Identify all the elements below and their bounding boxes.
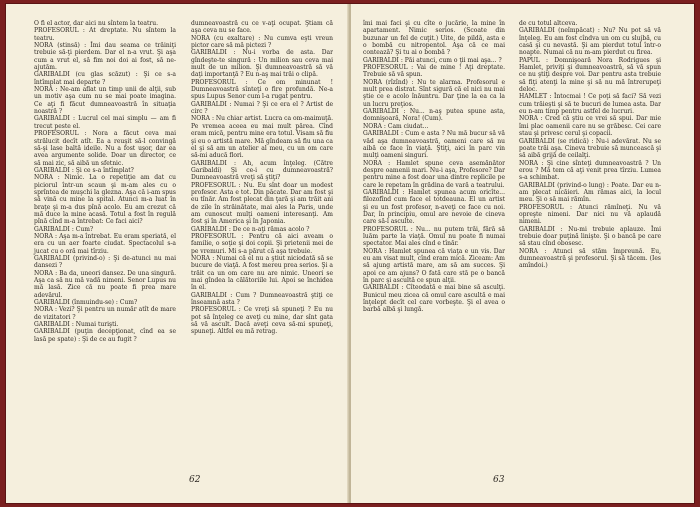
paragraph: GARIBALDI : Cum? [34,225,94,233]
paragraph: GARIBALDI (înmuindu-se) : Cum? [34,299,138,307]
paragraph: PROFESORUL : Nora a făcut ceva mai strălucit decît atît. Ea a reuşit să-l convingă să-şi lase baltă ideile. Nu a fost uşor, dar ea avea argumente solide. Doar un director, ce să mai zic, să aibă un sfetnic. [34,130,176,167]
paragraph: NORA (cu exaltare) : Nu cumva eşti vreun pictor care să mă pictezi ? [191,34,333,50]
paragraph: GARIBALDI : Cum e asta ? Nu mă bucur să vă văd aşa dumneavoastră, oameni care să nu aibă ce face în viaţă. Ştiţi, aici în parc vin mulţi oameni singuri. [363,130,505,160]
paragraph: NORA : Cam ciudat... [363,122,429,130]
paragraph: NORA : Nu chiar artist. Lucra ca om-maimuţă. Pe vremea aceea eu mai mult părea. Cînd eram mică, pentru mine era totul. Visam să fiu şi eu o artistă mare. Mă gîndeam să fiu una ca el şi să am un atelier al meu, cu un om care să-mi aducă flori. [191,115,333,160]
paragraph: NORA (stinsă) : Îmi dau seama ce trăiniţi trebuie să-ţi pierdem. Dar el n-a vrut. Şi aşa cum a vrut el, să fim noi doi ai fost, să ne-ajutăm. [34,42,176,72]
page-number: 63 [493,475,505,485]
paragraph: GARIBALDI : Şi ce s-a întîmplat? [34,166,134,174]
left-page [6,4,349,503]
paragraph: GARIBALDI : Nu-mi trebuie aplauze. Îmi trebuie doar puţină linişte. Şi o bancă pe care să stau cînd obosesc. [519,225,661,248]
paragraph: PROFESORUL : Nu. Eu sînt doar un modest profesor. Asta e tot. Din păcate. Dar am fost şi eu tînăr. Am fost plecat din ţară şi am trăit ani de zile în străinătate, mai ales la Paris, unde am cunoscut mulţi oameni interesanţi. Am fost şi în America şi în Japonia. [191,181,333,226]
paragraph: PROFESORUL : Ce vreţi să spuneţi ? Eu nu pot să înţeleg ce aveţi cu mine, dar sînt gata să vă ascult. Dacă aveţi ceva să-mi spuneţi, spuneţi. Altfel eu mă retrag. [191,306,333,336]
paragraph: GARIBALDI : Cum ? Dumneavoastră ştiţi ce înseamnă asta ? [191,291,333,307]
paragraph: NORA : Atunci să stăm împreună. Eu, dumneavoastră şi profesorul. Şi să tăcem. (Ies amîndoi.) [519,247,661,270]
paragraph: NORA (rîzînd) : Nu te alarma. Profesorul e mult prea distrat. Sînt sigură că el nici nu mai ştie ce e acolo înăuntru. Dar ţine la ea ca la un lucru preţios. [363,78,505,108]
right-page-column-1 [363,20,505,314]
paragraph: NORA : Aşa m-a întrebat. Eu eram speriată, el era cu un aer foarte ciudat. Spectacolul s-a jucat cu o oră mai tîrziu. [34,232,176,255]
paragraph: GARIBALDI : Cîteodată e mai bine să asculţi. Bunicul meu zicea că omul care ascultă e mai înţelept decît cel care vorbeşte. Şi el avea o barbă albă şi lungă. [363,284,505,314]
paragraph: de cu totul altceva. [519,20,578,27]
paragraph: NORA : Cred că ştiu ce vrei să spui. Dar mie îmi plac oamenii care nu se grăbesc. Cei care stau şi privesc cerul şi copacii. [519,115,661,138]
paragraph: PROFESORUL : At dreptate. Nu sîntem la teatru. [34,27,176,42]
paragraph: NORA : Vezi? Şi pentru un număr atît de mare de vizitatori ? [34,306,176,321]
left-page-column-2 [191,20,333,336]
paragraph: PROFESORUL : Ce om minunat ! Dumneavoastră sînteţi o fire profundă. Ne-a spus Lupus Senor cum l-a rugat pentru. [191,78,333,101]
paragraph: GARIBALDI (neîmpăcat) : Nu? Nu pot să vă înţeleg. Eu am fost cîndva un om cu slujbă, cu casă şi cu nevastă. Şi am pierdut totul într-o noapte. Numai că nu m-am pierdut cu firea. [519,27,661,57]
paragraph: GARIBALDI : Hamlet spunea acum oricîte... filozofînd cum face el totdeauna. El un artist şi eu un fost profesor, n-aveţi ce face cu noi. Dar, în principiu, omul are nevoie de cineva care să-l asculte. [363,188,505,226]
paragraph: NORA : Ne-am aflat un timp unii de alţii, sub un motiv aşa cum nu se mai poate imagina. Ce aţi fi făcut dumneavoastră în situaţia noastră ? [34,86,176,116]
paragraph: NORA : Hamlet spune ceva asemănător despre oamenii mari. Nu-i aşa, Profesore? Dar pentru mine a fost doar una dintre replicile pe care le repetam în grădina de vară a teatrului. [363,159,505,189]
paragraph: GARIBALDI : Lucrul cel mai simplu — am fi trecut peste el. [34,115,176,130]
paragraph: GARIBALDI : Păi atunci, cum o ţii mai aşa... ? [363,56,502,64]
paragraph: GARIBALDI : Ah, acum înţeleg. (Către Garibaldi) Şi ce-i cu dumneavoastră? Dumneavoastră vreţi să ştiţi? [191,159,333,182]
paragraph: GARIBALDI : Nu... n-aş putea spune asta, domnişoară, Nora! (Cum). [363,108,505,123]
left-page-column-1 [34,20,176,343]
paragraph: PROFESORUL : Atunci rămîneţi. Nu vă opreşte nimeni. Dar nici nu vă aplaudă nimeni. [519,203,661,226]
paragraph: GARIBALDI (cu glas scăzut) : Şi ce s-a întîmplat mai departe ? [34,71,176,86]
right-page-column-2 [519,20,661,270]
paragraph: PROFESORUL : Vai de mine ! Aţi dreptate. Trebuie să vă spun. [363,64,505,79]
book-spread [6,4,694,503]
paragraph: GARIBALDI : Nu-i vorba de asta. Dar gîndeşte-te singură : Un milion sau ceva mai mult de un milion. Şi dumneavoastră să vă daţi importanţă ? Eu n-aş mai trăi o clipă. [191,49,333,79]
page-number: 62 [189,475,201,485]
paragraph: HAMLET : Întocmai ! Ce poţi să faci? Să vezi cum trăieşti şi să te bucuri de lumea asta. Dar eu n-am timp pentru astfel de lucruri. [519,93,661,116]
paragraph: GARIBALDI : Numai turişti. [34,321,119,329]
paragraph: NORA : Şi cine sînteţi dumneavoastră ? Un erou ? Mă tem că aţi venit prea tîrziu. Lumea s-a schimbat. [519,159,661,182]
paragraph: GARIBALDI (privind-o) : Şi de-atunci nu mai dansezi ? [34,255,176,270]
paragraph: PROFESORUL : Nu... nu putem trăi, fără să luăm parte la viaţă. Omul nu poate fi numai spectator. Mai ales cînd e tînăr. [363,225,505,248]
paragraph: GARIBALDI : De ce n-aţi rămas acolo ? [191,225,310,233]
paragraph: PAPUL : Domnişoară Nora Rodrigues şi Hamlet, priviţi şi dumneavoastră, să vă spun ce nu ştiţi despre voi. Dar pentru asta trebuie să fiţi atenţi la mine şi să nu mă întrerupeţi deloc. [519,56,661,94]
paragraph: PROFESORUL : Pentru că aici aveam o familie, o soţie şi doi copii. Şi prietenii mei de pe vremuri. Mi s-a părut că aşa trebuie. [191,232,333,255]
paragraph: îmi mai faci şi cu cîte o jucărie, la mine în apartament. Nimic serios. (Scoate din buzunar un fel de cuţit.) Uite, de pildă, asta e o bombă cu nitropentol. Aşa că ce mai contează? Şi tu ai o bombă ? [363,20,505,57]
paragraph: GARIBALDI (puţin decepţionat, cînd ea se lasă pe spate) : Şi de ce au fugit ? [34,328,176,343]
paragraph: GARIBALDI (se ridică) : Nu-i adevărat. Nu se poate trăi aşa. Cineva trebuie să muncească şi să aibă grijă de ceilalţi. [519,137,661,160]
paragraph: GARIBALDI (privind-o lung) : Poate. Dar eu n-am plecat nicăieri. Am rămas aici, la locul meu. Şi o să mai rămîn. [519,181,661,204]
right-page [351,4,694,503]
paragraph: O fi el actor, dar aici nu sîntem la teatru. [34,20,159,27]
paragraph: dumneavoastră cu ce v-aţi ocupat. Ştiam că aşa ceva nu se face. [191,20,333,35]
paragraph: NORA : Hamlet spunea că viaţa e un vis. Dar eu am visat mult, cînd eram mică. Ziceam: Am să ajung artistă mare, am să am succes. Şi apoi ce am ajuns? O fată care stă pe o bancă în parc şi ascultă ce spun alţii. [363,247,505,285]
paragraph: NORA : Numai că el nu a ştiut niciodată să se bucure de viaţă. A fost mereu prea serios. Şi a trăit ca un om care nu are nimic. Uneori se mai gîndea la călătoriile lui. Apoi se închidea în el. [191,255,333,292]
paragraph: NORA : Nimic. La o repetiţie am dat cu piciorul într-un scaun şi m-am ales cu o sprîntea de muşchi la glezna. Aşa că i-am spus să vină cu mine la spital. Atunci m-a luat în braţe şi m-a dus pînă acolo. Eu am crezut că mă duce la mine acasă. Totul a fost în regulă pînă cînd m-a întrebat: Ce faci aici? [34,174,176,226]
paragraph: NORA : Ba da, uneori dansez. De una singură. Aşa ca să nu mă vadă nimeni. Senor Lupus nu mă lasă. Zice că nu poate fi prea mare adevărul. [34,269,176,299]
paragraph: GARIBALDI : Numai ? Şi ce era el ? Artist de circ ? [191,100,333,116]
